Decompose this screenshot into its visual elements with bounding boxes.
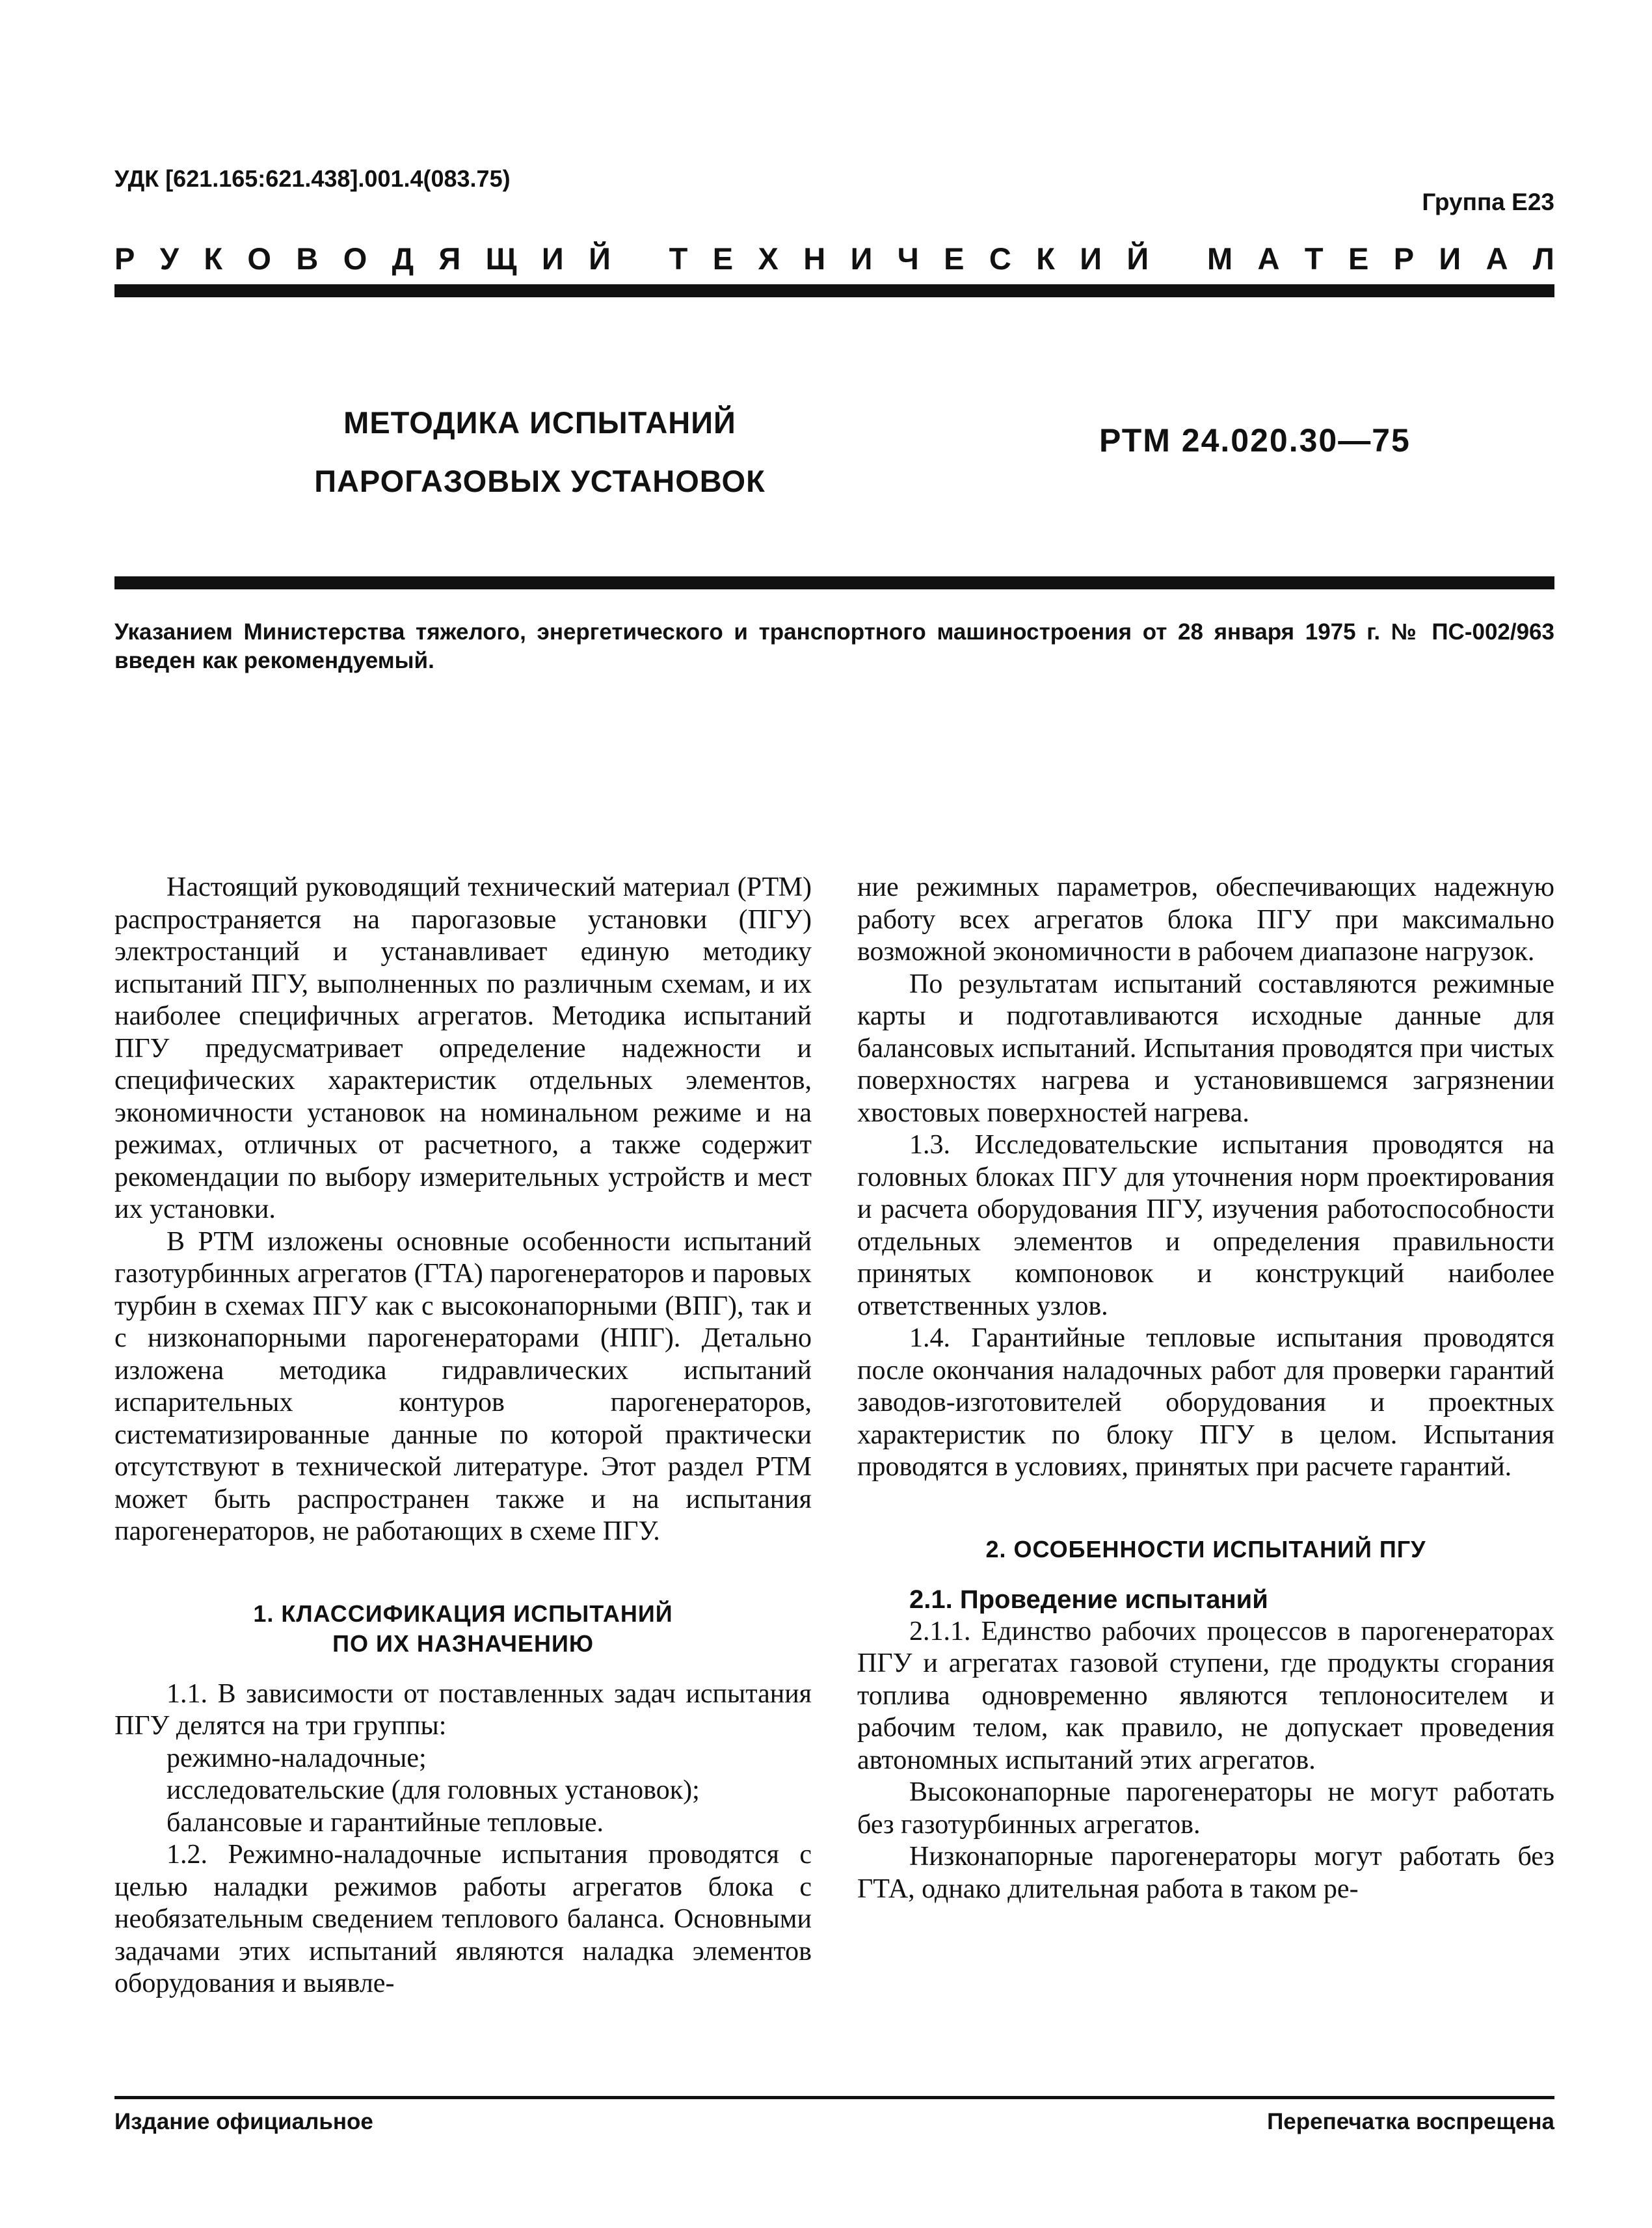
section-heading-line: ПО ИХ НАЗНАЧЕНИЮ	[332, 1630, 594, 1657]
series-letter: М	[1207, 241, 1233, 276]
paragraph: Высоконапорные парогенераторы не могут работать без газотурбинных агрегатов.	[857, 1777, 1554, 1840]
title-line-1: МЕТОДИКА ИСПЫТАНИЙ	[343, 405, 736, 440]
series-letter: Е	[712, 241, 734, 276]
series-letter: И	[850, 241, 873, 276]
footer-reprint-notice: Перепечатка воспрещена	[1267, 2109, 1554, 2134]
document-series-heading	[114, 241, 1554, 276]
footer-rule	[114, 2096, 1554, 2099]
series-letter: О	[247, 241, 271, 276]
series-letter: О	[343, 241, 367, 276]
footer-edition: Издание официальное	[114, 2109, 373, 2134]
series-letter: Т	[669, 241, 688, 276]
paragraph: 1.2. Режимно-наладочные испытания проводятся с целью наладки режимов работы агрегатов блока с необязательным сведением теплового баланса. Основными задачами этих испытаний являются наладка элементов оборудования и выявле-	[114, 1840, 812, 1998]
paragraph: 1.4. Гарантийные тепловые испытания проводятся после окончания наладочных работ для проверки гарантий заводов-изготовителей оборудования и проектных характеристик по блоку ПГУ в целом. Испытания проводятся в условиях, принятых при расчете гарантий.	[857, 1323, 1554, 1482]
series-letter: А	[1257, 241, 1280, 276]
paragraph: Низконапорные парогенераторы могут работать без ГТА, однако длительная работа в таком ре-	[857, 1842, 1554, 1904]
group-label: Группа Е23	[1422, 189, 1554, 215]
series-letter	[1174, 241, 1182, 276]
udk-code: УДК [621.165:621.438].001.4(083.75)	[114, 165, 511, 192]
series-letter: С	[989, 241, 1011, 276]
series-letter: Щ	[485, 241, 517, 276]
section-heading-2: 2. ОСОБЕННОСТИ ИСПЫТАНИЙ ПГУ	[985, 1535, 1426, 1563]
series-letter: И	[1439, 241, 1461, 276]
series-letter: Й	[1126, 241, 1149, 276]
series-letter: Р	[114, 241, 135, 276]
series-letter: И	[541, 241, 564, 276]
decree-text: Указанием Министерства тяжелого, энергетического и транспортного машиностроения от 28 января 1975 г. № ПС-002/963 введен как рекомендуемый.	[114, 619, 1554, 673]
paragraph: ние режимных параметров, обеспечивающих надежную работу всех агрегатов блока ПГУ при максимально возможной экономичности в рабочем диапазоне нагрузок.	[857, 872, 1554, 967]
series-letter: В	[296, 241, 319, 276]
section-heading-1	[114, 1599, 812, 1659]
left-column	[114, 872, 812, 2000]
title-line-2: ПАРОГАЗОВЫХ УСТАНОВОК	[314, 464, 766, 498]
series-letter: У	[159, 241, 179, 276]
series-letter: Л	[1532, 241, 1554, 276]
document-code: РТМ 24.020.30—75	[1099, 422, 1411, 459]
list-item: режимно-наладочные;	[167, 1743, 427, 1773]
top-rule	[114, 284, 1554, 297]
series-letter: Н	[803, 241, 826, 276]
section-heading-line: 1. КЛАССИФИКАЦИЯ ИСПЫТАНИЙ	[253, 1600, 673, 1627]
paragraph: 1.3. Исследовательские испытания проводятся на головных блоках ПГУ для уточнения норм проектирования и расчета оборудования ПГУ, изучения работоспособности отдельных элементов и определения правильности принятых компоновок и конструкций наиболее ответственных узлов.	[857, 1130, 1554, 1321]
document-title	[273, 394, 806, 511]
paragraph: В РТМ изложены основные особенности испытаний газотурбинных агрегатов (ГТА) парогенераторов и паровых турбин в схемах ПГУ как с высоконапорными (ВПГ), так и с низконапорными парогенераторами (НПГ). Детально изложена методика гидравлических испытаний испарительных контуров парогенераторов, систематизированные данные по которой практически отсутствуют в технической литературе. Этот раздел РТМ может быть распространен также и на испытания парогенераторов, не работающих в схеме ПГУ.	[114, 1226, 812, 1546]
paragraph: Настоящий руководящий технический материал (РТМ) распространяется на парогазовые установки (ПГУ) электростанций и устанавливает единую методику испытаний ПГУ, выполненных по различным схемам, и их наиболее специфичных агрегатов. Методика испытаний ПГУ предусматривает определение надежности и специфических характеристик отдельных элементов, экономичности установок на номинальном режиме и на режимах, отличных от расчетного, а также содержит рекомендации по выбору измерительных устройств и мест их установки.	[114, 872, 812, 1224]
right-column	[857, 872, 1554, 1905]
series-letter: Й	[589, 241, 611, 276]
series-letter: Е	[1348, 241, 1369, 276]
series-letter: К	[204, 241, 223, 276]
series-letter	[635, 241, 644, 276]
paragraph: 1.1. В зависимости от поставленных задач испытания ПГУ делятся на три группы:	[114, 1678, 812, 1741]
series-letter: И	[1080, 241, 1102, 276]
paragraph: 2.1.1. Единство рабочих процессов в парогенераторах ПГУ и агрегатах газовой ступени, где продукты сгорания топлива одновременно являются теплоносителем и рабочим телом, как правило, не допускает проведения автономных испытаний этих агрегатов.	[857, 1616, 1554, 1775]
series-letter: А	[1485, 241, 1508, 276]
paragraph: По результатам испытаний составляются режимные карты и подготавливаются исходные данные для балансовых испытаний. Испытания проводятся при чистых поверхностях нагрева и установившемся загрязнении хвостовых поверхностей нагрева.	[857, 969, 1554, 1128]
series-letter: Ч	[897, 241, 919, 276]
series-letter: К	[1036, 241, 1055, 276]
list-item: исследовательские (для головных установок);	[167, 1775, 700, 1805]
series-letter: Д	[392, 241, 414, 276]
series-letter: Т	[1304, 241, 1324, 276]
series-letter: Р	[1393, 241, 1415, 276]
list-item: балансовые и гарантийные тепловые.	[167, 1807, 604, 1838]
series-letter: Х	[758, 241, 779, 276]
series-letter: Я	[438, 241, 461, 276]
subsection-heading: 2.1. Проведение испытаний	[909, 1585, 1268, 1614]
title-bottom-rule	[114, 576, 1554, 589]
series-letter: Е	[944, 241, 965, 276]
